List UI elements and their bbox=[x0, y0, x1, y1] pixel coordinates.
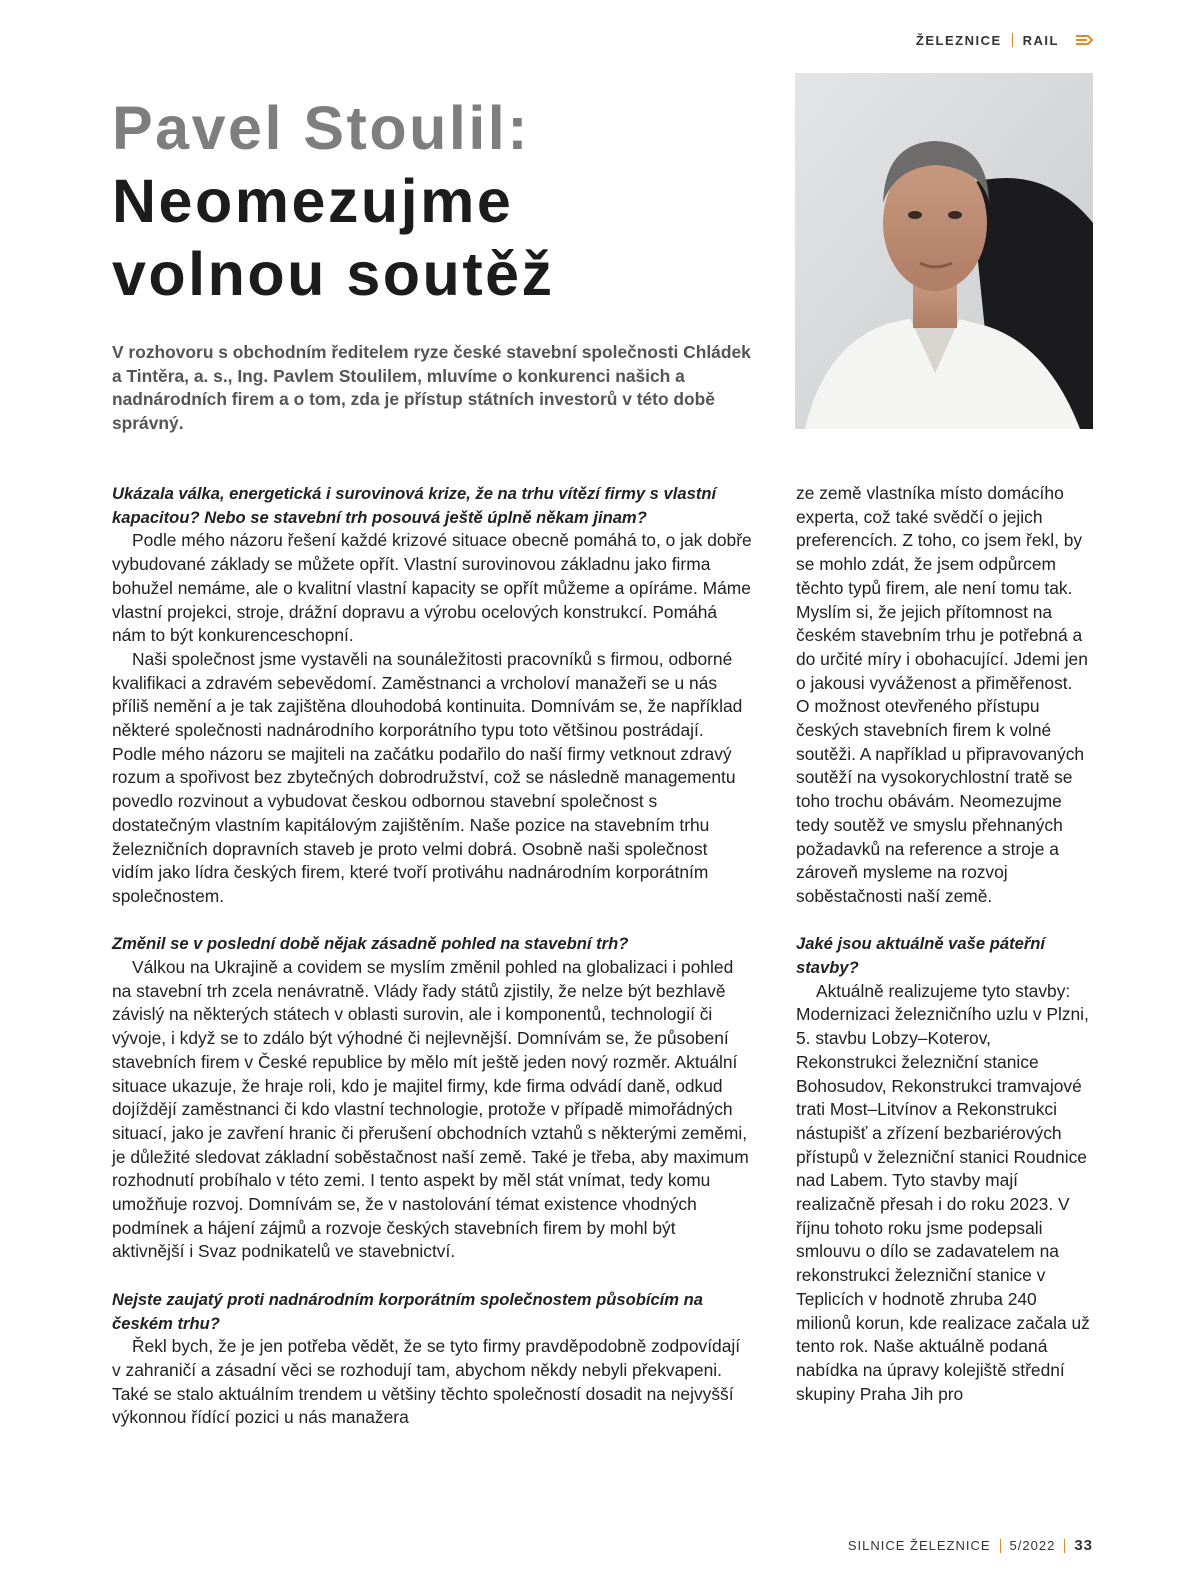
arrow-icon bbox=[1075, 34, 1093, 46]
right-column bbox=[796, 482, 1096, 1406]
article-title bbox=[112, 92, 772, 311]
footer-divider-1 bbox=[1000, 1539, 1001, 1553]
magazine-name: SILNICE ŽELEZNICE bbox=[847, 1538, 991, 1553]
page-footer bbox=[848, 1537, 1093, 1554]
portrait-photo bbox=[795, 73, 1093, 429]
answer-1-paragraph-1: Podle mého názoru řešení každé krizové situace obecně pomáhá to, o jak dobře vybudované základy se můžete opřít. Vlastní surovinovou základnu jako firma bohužel nemáme, ale o kvalitní vlastní kapacity se opřít můžeme a opíráme. Máme vlastní projekci, stroje, drážní dopravu a výrobu ocelových konstrukcí. Pomáhá nám to být konkurenceschopní. bbox=[112, 530, 752, 646]
answer-2-paragraph-1: Válkou na Ukrajině a covidem se myslím změnil pohled na globalizaci i pohled na stavební trh zcela nenávratně. Vlády řady států zjistily, že nelze být bezhlavě závislý na některých státech v oblasti surovin, ale i komponentů, technologií či vývoje, i když se to zdálo být výhodné či nejlevnější. Domnívám se, že působení stavebních firem v České republice by mělo mít ještě jeden nový rozměr. Aktuální situace ukazuje, že hraje roli, kdo je majitel firmy, kde firma odvádí daně, odkud dojíždějí zaměstnanci či kdo vlastní technologie, protože v případě mimořádných situací, jako je zavření hranic či přerušení obchodních vztahů s některými zeměmi, je důležité sledovat základní soběstačnost naší země. Také je třeba, aby maximum rozhodnutí probíhalo v této zemi. I tento aspekt by měl stát vnímat, tedy komu umožňuje rozvoj. Domnívám se, že v nastolování témat existence vhodných podmínek a hájení zájmů a rozvoje českých stavebních firem by mohl být aktivnější i Svaz podnikatelů ve stavebnictví. bbox=[112, 957, 749, 1262]
answer-3-paragraph-1: Řekl bych, že je jen potřeba vědět, že se tyto firmy pravděpodobně zodpovídají v zahraničí a zásadní věci se rozhodují tam, abychom někdy nebyli překvapeni. Také se stalo aktuálním trendem u většiny těchto společností dosadit na nejvyšší výkonnou řídící pozici u nás manažera bbox=[112, 1336, 741, 1428]
footer-divider-2 bbox=[1064, 1539, 1065, 1553]
header-divider bbox=[1012, 33, 1013, 47]
issue-number: 5/2022 bbox=[1009, 1538, 1056, 1553]
question-1: Ukázala válka, energetická i surovinová krize, že na trhu vítězí firmy s vlastní kapacitou? Nebo se stavební trh posouvá ještě úplně někam jinam? bbox=[112, 484, 717, 527]
answer-3-paragraph-2: O možnost otevřeného přístupu českých stavebních firem k volné soutěži. A například u připravovaných soutěží na vysokorychlostní tratě se toho trochu obávám. Neomezujme tedy soutěž ve smyslu přehnaných požadavků na reference a stroje a zároveň mysleme na rozvoj soběstačnosti naší země. bbox=[796, 696, 1085, 906]
page-number: 33 bbox=[1074, 1537, 1093, 1554]
title-line-3: volnou soutěž bbox=[112, 240, 555, 308]
question-2: Změnil se v poslední době nějak zásadně pohled na stavební trh? bbox=[112, 934, 629, 954]
question-3: Nejste zaujatý proti nadnárodním korporátním společnostem působícím na českém trhu? bbox=[112, 1289, 704, 1333]
article-lead: V rozhovoru s obchodním ředitelem ryze české stavební společnosti Chládek a Tintěra, a. s., Ing. Pavlem Stoulilem, mluvíme o konkurenci našich a nadnárodních firem a o tom, zda je přístup státních investorů v této době správný. bbox=[112, 342, 751, 433]
page-header bbox=[916, 30, 1093, 50]
title-line-1: Pavel Stoulil: bbox=[112, 94, 531, 162]
section-label-en: RAIL bbox=[1022, 32, 1059, 48]
answer-1-paragraph-2: Naši společnost jsme vystavěli na sounáležitosti pracovníků s firmou, odborné kvalifikaci a zdravém sebevědomí. Zaměstnanci a vrcholoví manažeři se u nás příliš nemění a je tak zajištěna dlouhodobá kontinuita. Domnívám se, že například některé společnosti nadnárodního korporátního typu toto většinou postrádají. Podle mého názoru se majiteli na začátku podařilo do naší firmy vetknout zdravý rozum a spořivost bez zbytečných dobrodružství, což se následně managementu povedlo rozvinout a vybudovat českou odbornou stavební společnost s dostatečným vlastním kapitálovým zajištěním. Naše pozice na stavebním trhu železničních dopravních staveb je proto velmi dobrá. Osobně naši společnost vidím jako lídra českých firem, které tvoří protiváhu nadnárodním korporátním společnostem. bbox=[112, 648, 743, 906]
answer-3-continued: ze země vlastníka místo domácího experta, což také svědčí o jejich preferencích. Z toho, co jsem řekl, by se mohlo zdát, že jsem odpůrcem těchto typů firem, ale není tomu tak. Myslím si, že jejich přítomnost na českém stavebním trhu je potřebná a do určité míry i obohacující. Jdemi jen o jakousi vyváženost a přiměřenost. bbox=[796, 483, 1088, 693]
left-column bbox=[112, 482, 752, 1430]
answer-4-paragraph-1: Aktuálně realizujeme tyto stavby: Modernizaci železničního uzlu v Plzni, 5. stavbu Lobzy–Koterov, Rekonstrukci železniční stanice Bohosudov, Rekonstrukci tramvajové trati Most–Litvínov a Rekonstrukci nástupišť a zřízení bezbariérových přístupů v železniční stanici Roudnice nad Labem. Tyto stavby mají realizačně přesah i do roku 2023. V říjnu tohoto roku jsme podepsali smlouvu o dílo se zadavatelem na rekonstrukci železniční stanice v Teplicích v hodnotě zhruba 240 milionů korun, kde realizace začala už tento rok. Naše aktuálně podaná nabídka na úpravy kolejiště střední skupiny Praha Jih pro bbox=[796, 980, 1090, 1404]
section-label-cz: ŽELEZNICE bbox=[915, 32, 1002, 48]
title-line-2: Neomezujme bbox=[112, 167, 514, 235]
question-4: Jaké jsou aktuálně vaše páteřní stavby? bbox=[796, 934, 1046, 978]
